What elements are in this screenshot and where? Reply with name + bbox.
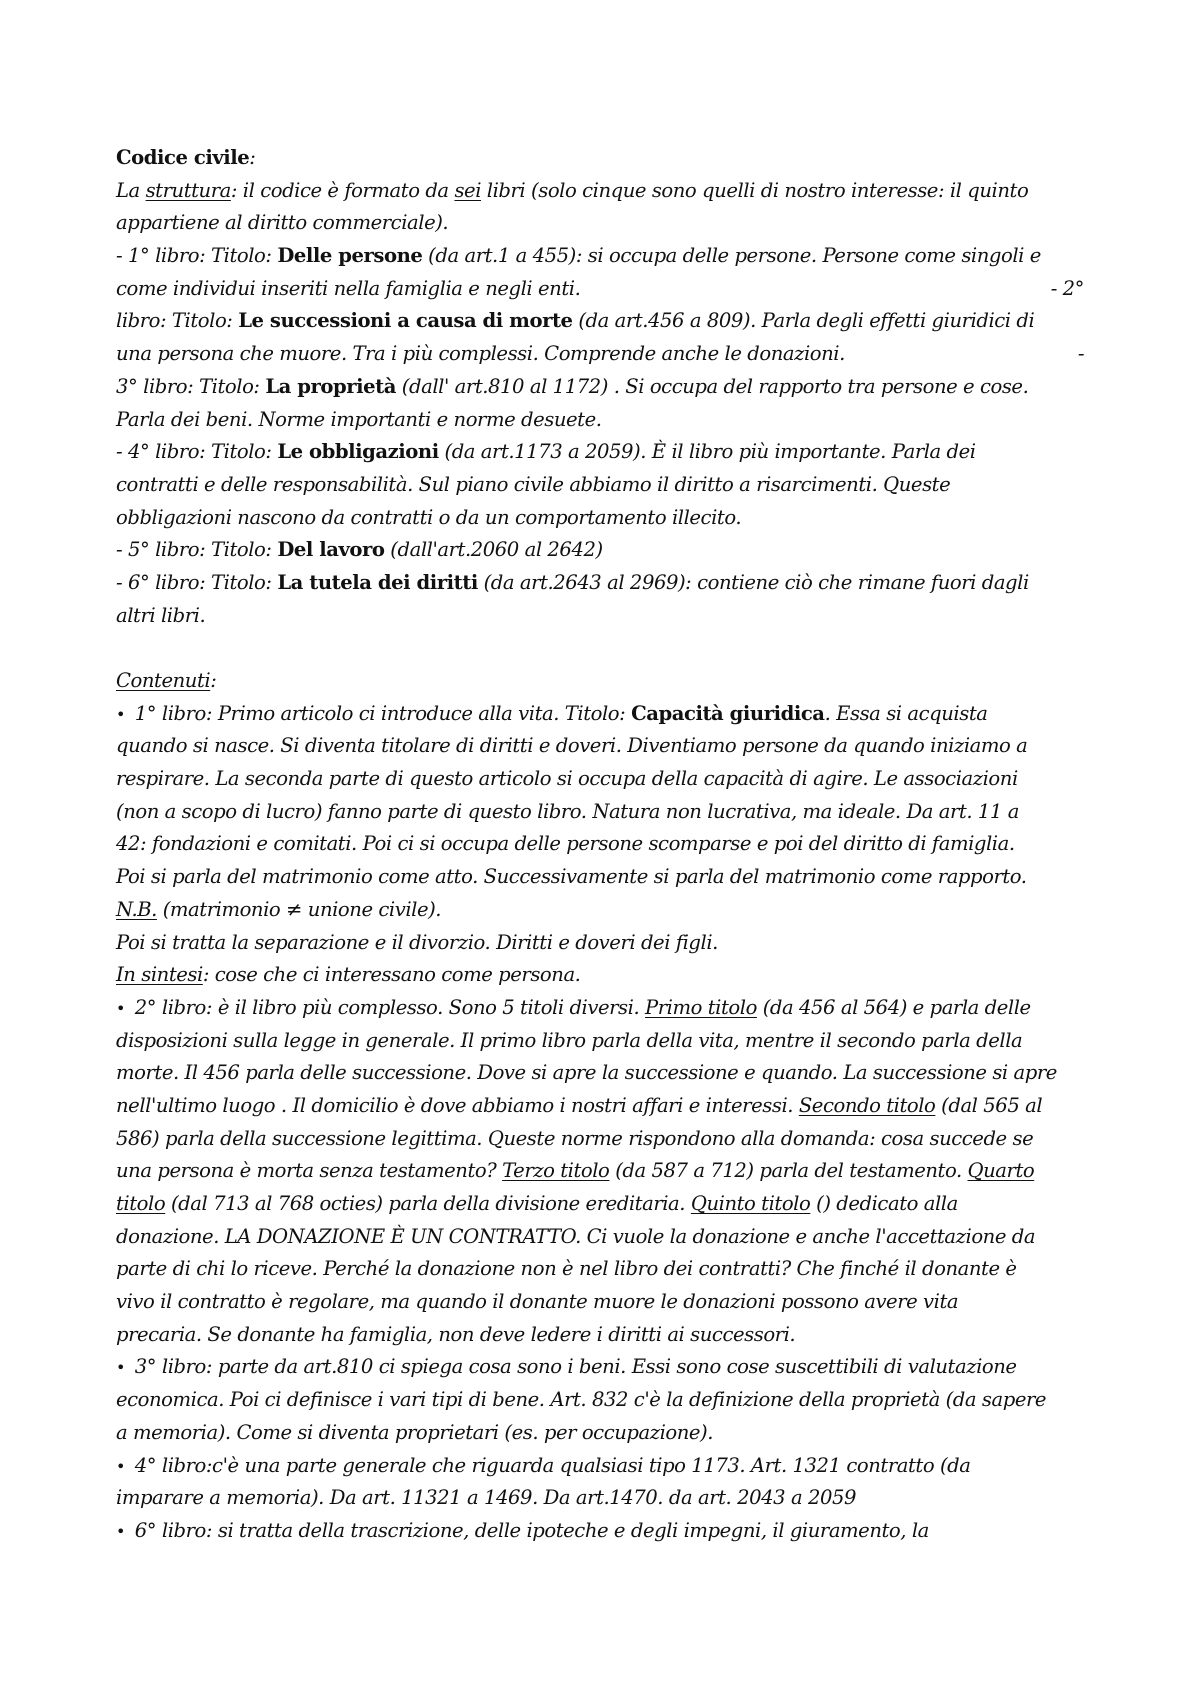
bullet-icon: •: [116, 704, 125, 724]
book-6-line-2: altri libri.: [116, 603, 206, 627]
underlined-sei: sei: [454, 178, 482, 202]
book-1-line-2: come individui inseriti nella famiglia e negli enti. - 2°: [116, 276, 1084, 300]
bullet-2-line-2: disposizioni sulla legge in generale. Il primo libro parla della vita, mentre il secondo parla della: [116, 1028, 1023, 1052]
bullet-icon: •: [116, 1456, 125, 1476]
bullet-2-line-5: 586) parla della successione legittima. Queste norme rispondono alla domanda: cosa succede se: [116, 1126, 1034, 1150]
contenuti-heading: Contenuti:: [116, 669, 217, 692]
book-3-line-1: 3° libro: Titolo: La proprietà (dall' art.810 al 1172) . Si occupa del rapporto tra persone e cose.: [116, 374, 1029, 398]
bullet-2-line-8: donazione. LA DONAZIONE È UN CONTRATTO. Ci vuole la donazione e anche l'accettazione da: [116, 1224, 1036, 1248]
bullet-2-line-1: • 2° libro: è il libro più complesso. Sono 5 titoli diversi. Primo titolo (da 456 al 564) e parla delle: [116, 995, 1031, 1019]
bullet-2-line-4: nell'ultimo luogo . Il domicilio è dove abbiamo i nostri affari e interessi. Secondo titolo (dal 565 al: [116, 1093, 1043, 1117]
bullet-2-line-6: una persona è morta senza testamento? Terzo titolo (da 587 a 712) parla del testamento. Quarto: [116, 1159, 1035, 1183]
bullet-1-line-1: • 1° libro: Primo articolo ci introduce alla vita. Titolo: Capacità giuridica. Essa si acquista: [116, 701, 988, 725]
bullet-icon: •: [116, 998, 125, 1018]
underlined-struttura: struttura: [145, 178, 231, 202]
bullet-1-line-5: 42: fondazioni e comitati. Poi ci si occupa delle persone scomparse e poi del diritto di famiglia.: [116, 832, 1015, 856]
intro-line-2: appartiene al diritto commerciale).: [116, 211, 449, 235]
book-4-line-2: contratti e delle responsabilità. Sul piano civile abbiamo il diritto a risarcimenti. Queste: [116, 472, 951, 496]
bullet-4-line-2: imparare a memoria). Da art. 11321 a 1469. Da art.1470. da art. 2043 a 2059: [116, 1486, 857, 1510]
bullet-4-line-1: • 4° libro:c'è una parte generale che riguarda qualsiasi tipo 1173. Art. 1321 contratto (da: [116, 1453, 971, 1477]
bullet-1-line-9: In sintesi: cose che ci interessano come persona.: [116, 963, 581, 987]
bullet-1-line-7: N.B. (matrimonio ≠ unione civile).: [116, 897, 442, 921]
bullet-3-line-3: a memoria). Come si diventa proprietari (es. per occupazione).: [116, 1420, 714, 1444]
document-title: Codice civile: [116, 146, 250, 169]
book-1-line-1: - 1° libro: Titolo: Delle persone (da art.1 a 455): si occupa delle persone. Persone come singoli e: [116, 244, 1041, 268]
bullet-1-line-8: Poi si tratta la separazione e il divorzio. Diritti e doveri dei figli.: [116, 930, 718, 954]
book-4-title: Le obbligazioni: [277, 440, 439, 464]
book-4-line-3: obbligazioni nascono da contratti o da un comportamento illecito.: [116, 505, 742, 529]
book-2-line-2: una persona che muore. Tra i più complessi. Comprende anche le donazioni. -: [116, 342, 1084, 366]
bullet-1-line-4: (non a scopo di lucro) fanno parte di questo libro. Natura non lucrativa, ma ideale. Da art. 11 a: [116, 799, 1019, 823]
book-6-title: La tutela dei diritti: [277, 570, 478, 594]
bullet-1-line-2: quando si nasce. Si diventa titolare di diritti e doveri. Diventiamo persone da quando iniziamo a: [116, 734, 1028, 758]
book-4-line-1: - 4° libro: Titolo: Le obbligazioni (da art.1173 a 2059). È il libro più importante. Parla dei: [116, 440, 976, 464]
book-6-line-1: - 6° libro: Titolo: La tutela dei diritti (da art.2643 al 2969): contiene ciò che rimane fuori dagli: [116, 570, 1029, 594]
paragraph-gap: [116, 632, 1096, 665]
bullet-2-line-11: precaria. Se donante ha famiglia, non deve ledere i diritti ai successori.: [116, 1322, 796, 1346]
bullet-3-line-1: • 3° libro: parte da art.810 ci spiega cosa sono i beni. Essi sono cose suscettibili di valutazione: [116, 1355, 1017, 1379]
bullet-2-line-3: morte. Il 456 parla delle successione. Dove si apre la successione e quando. La successione si apre: [116, 1061, 1057, 1085]
intro-line-1: La struttura: il codice è formato da sei libri (solo cinque sono quelli di nostro interesse: il quinto: [116, 178, 1029, 202]
book-3-title: La proprietà: [265, 374, 397, 398]
book-3-line-2: Parla dei beni. Norme importanti e norme desuete.: [116, 407, 602, 431]
bullet-2-line-9: parte di chi lo riceve. Perché la donazione non è nel libro dei contratti? Che finché il donante è: [116, 1257, 1017, 1281]
bullet-2-line-10: vivo il contratto è regolare, ma quando il donante muore le donazioni possono avere vita: [116, 1290, 959, 1314]
bullet-3-line-2: economica. Poi ci definisce i vari tipi di bene. Art. 832 c'è la definizione della proprietà (da sapere: [116, 1388, 1047, 1412]
bullet-icon: •: [116, 1521, 125, 1541]
bullet-2-line-7: titolo (dal 713 al 768 octies) parla della divisione ereditaria. Quinto titolo () dedicato alla: [116, 1192, 958, 1215]
bullet-1-line-3: respirare. La seconda parte di questo articolo si occupa della capacità di agire. Le associazioni: [116, 767, 1018, 791]
book-5-title: Del lavoro: [277, 538, 385, 562]
heading-line: Codice civile:: [116, 146, 256, 169]
bullet-1-line-6: Poi si parla del matrimonio come atto. Successivamente si parla del matrimonio come rapporto.: [116, 865, 1027, 889]
book-2-title: Le successioni a causa di morte: [238, 309, 573, 333]
bullet-icon: •: [116, 1358, 125, 1378]
book-1-title: Delle persone: [277, 244, 423, 268]
document-page: [116, 142, 1096, 1548]
bullet-6-line-1: • 6° libro: si tratta della trascrizione, delle ipoteche e degli impegni, il giuramento, la: [116, 1518, 929, 1542]
book-2-line-1: libro: Titolo: Le successioni a causa di morte (da art.456 a 809). Parla degli effetti giuridici di: [116, 309, 1035, 333]
book-5-line-1: - 5° libro: Titolo: Del lavoro (dall'art.2060 al 2642): [116, 538, 603, 562]
